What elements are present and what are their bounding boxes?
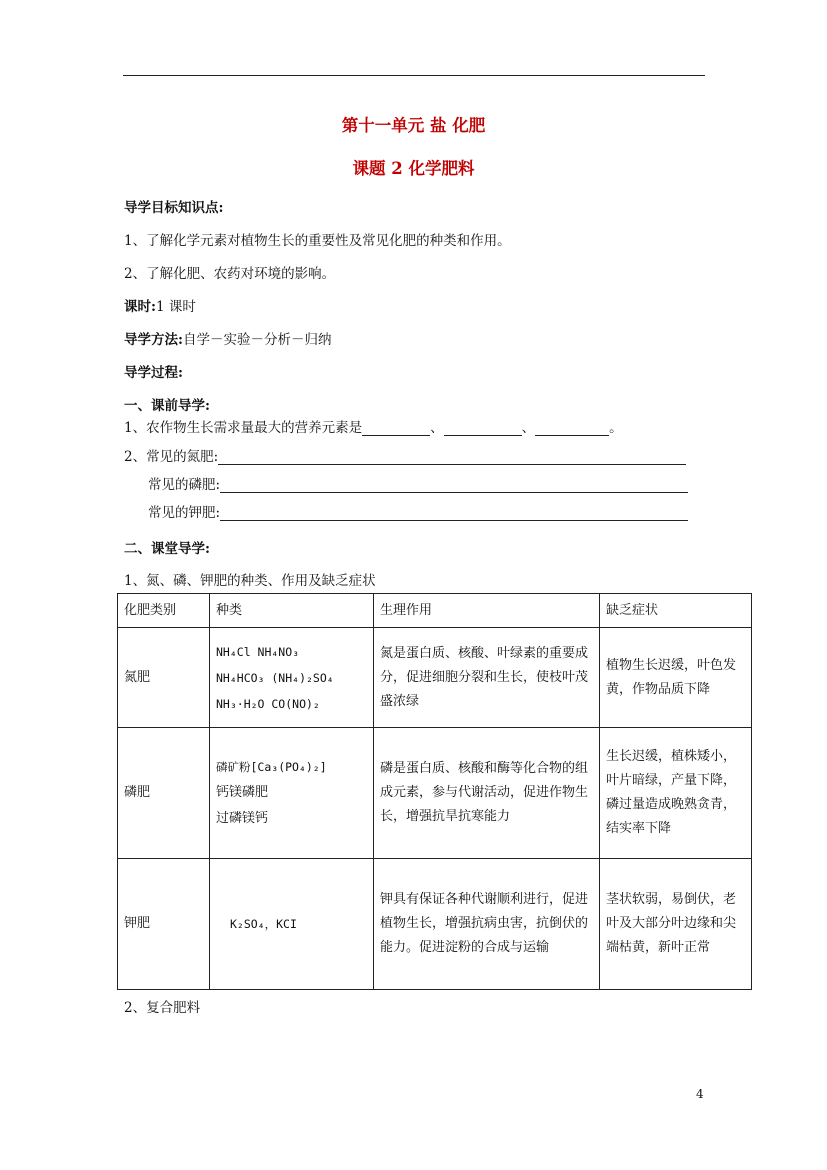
hours-value: 1 课时 — [155, 299, 196, 315]
category-cell: 氮肥 — [118, 628, 210, 728]
method-label: 导学方法: — [124, 332, 183, 348]
preclass-heading: 一、课前导学: — [124, 398, 210, 414]
header-category: 化肥类别 — [118, 594, 210, 628]
category-cell: 钾肥 — [118, 859, 210, 990]
phosphate-label: 常见的磷肥: — [148, 477, 221, 493]
table-row — [118, 628, 752, 728]
table-caption: 1、氮、磷、钾肥的种类、作用及缺乏症状 — [124, 573, 376, 589]
q2-prefix: 2、常见的氮肥: — [124, 449, 219, 465]
phosphate-blank[interactable] — [220, 478, 688, 493]
lesson-title: 课题 2 化学肥料 — [352, 159, 475, 178]
kind-item: 钙镁磷肥 — [216, 785, 269, 800]
objective-item-1: 1、了解化学元素对植物生长的重要性及常见化肥的种类和作用。 — [124, 233, 511, 249]
header-function: 生理作用 — [374, 594, 600, 628]
objectives-heading: 导学目标知识点: — [124, 200, 224, 216]
nitrogen-blank[interactable] — [218, 450, 686, 465]
q1-prefix: 1、农作物生长需求量最大的营养元素是 — [124, 420, 363, 436]
q1-blank-2[interactable] — [444, 421, 522, 436]
fertilizer-table — [117, 593, 752, 990]
header-rule — [123, 75, 705, 76]
kinds-cell — [210, 628, 374, 728]
q1-sep-1: 、 — [430, 420, 444, 436]
q1-sep-2: 、 — [521, 420, 536, 436]
kind-item: 磷矿粉[Ca₃(PO₄)₂] — [216, 760, 327, 774]
compound-fertilizer-item: 2、复合肥料 — [124, 1000, 201, 1016]
q1-blank-3[interactable] — [535, 421, 609, 436]
category-cell: 磷肥 — [118, 728, 210, 859]
deficiency-cell: 茎状软弱，易倒伏，老叶及大部分叶边缘和尖端枯黄，新叶正常 — [600, 859, 752, 990]
phosphate-line — [148, 473, 688, 493]
preclass-question-1 — [124, 416, 623, 436]
function-cell: 钾具有保证各种代谢顺利进行，促进植物生长，增强抗病虫害，抗倒伏的能力。促进淀粉的合成与运输 — [374, 859, 600, 990]
process-heading: 导学过程: — [124, 365, 183, 381]
kinds-cell — [210, 728, 374, 859]
hours-line — [124, 295, 196, 315]
method-line — [124, 328, 331, 348]
kinds-cell — [210, 859, 374, 990]
unit-title: 第十一单元 盐 化肥 — [341, 116, 486, 135]
q1-blank-1[interactable] — [362, 421, 430, 436]
kind-item: NH₄HCO₃ (NH₄)₂SO₄ — [216, 670, 334, 685]
kind-item: 过磷镁钙 — [216, 811, 269, 826]
preclass-question-2 — [124, 445, 686, 465]
potash-label: 常见的钾肥: — [148, 505, 221, 521]
table-header-row — [118, 594, 752, 628]
hours-label: 课时: — [124, 299, 156, 315]
function-cell: 氮是蛋白质、核酸、叶绿素的重要成分，促进细胞分裂和生长，使枝叶茂盛浓绿 — [374, 628, 600, 728]
kind-item: NH₄Cl NH₄NO₃ — [216, 644, 300, 659]
deficiency-cell: 植物生长迟缓，叶色发黄，作物品质下降 — [600, 628, 752, 728]
page-number: 4 — [696, 1087, 704, 1101]
method-value: 自学－实验－分析－归纳 — [182, 332, 332, 348]
potash-blank[interactable] — [220, 506, 688, 521]
q1-end: 。 — [609, 420, 623, 436]
inclass-heading: 二、课堂导学: — [124, 541, 210, 557]
function-cell: 磷是蛋白质、核酸和酶等化合物的组成元素，参与代谢活动，促进作物生长，增强抗旱抗寒能力 — [374, 728, 600, 859]
table-row — [118, 728, 752, 859]
kind-item: K₂SO₄，KCI — [230, 917, 297, 931]
deficiency-cell: 生长迟缓，植株矮小，叶片暗绿，产量下降，磷过量造成晚熟贪青，结实率下降 — [600, 728, 752, 859]
header-kinds: 种类 — [210, 594, 374, 628]
table-row — [118, 859, 752, 990]
objective-item-2: 2、了解化肥、农药对环境的影响。 — [124, 266, 336, 282]
potash-line — [148, 501, 688, 521]
kind-item: NH₃·H₂O CO(NO)₂ — [216, 696, 320, 711]
header-deficiency: 缺乏症状 — [600, 594, 752, 628]
